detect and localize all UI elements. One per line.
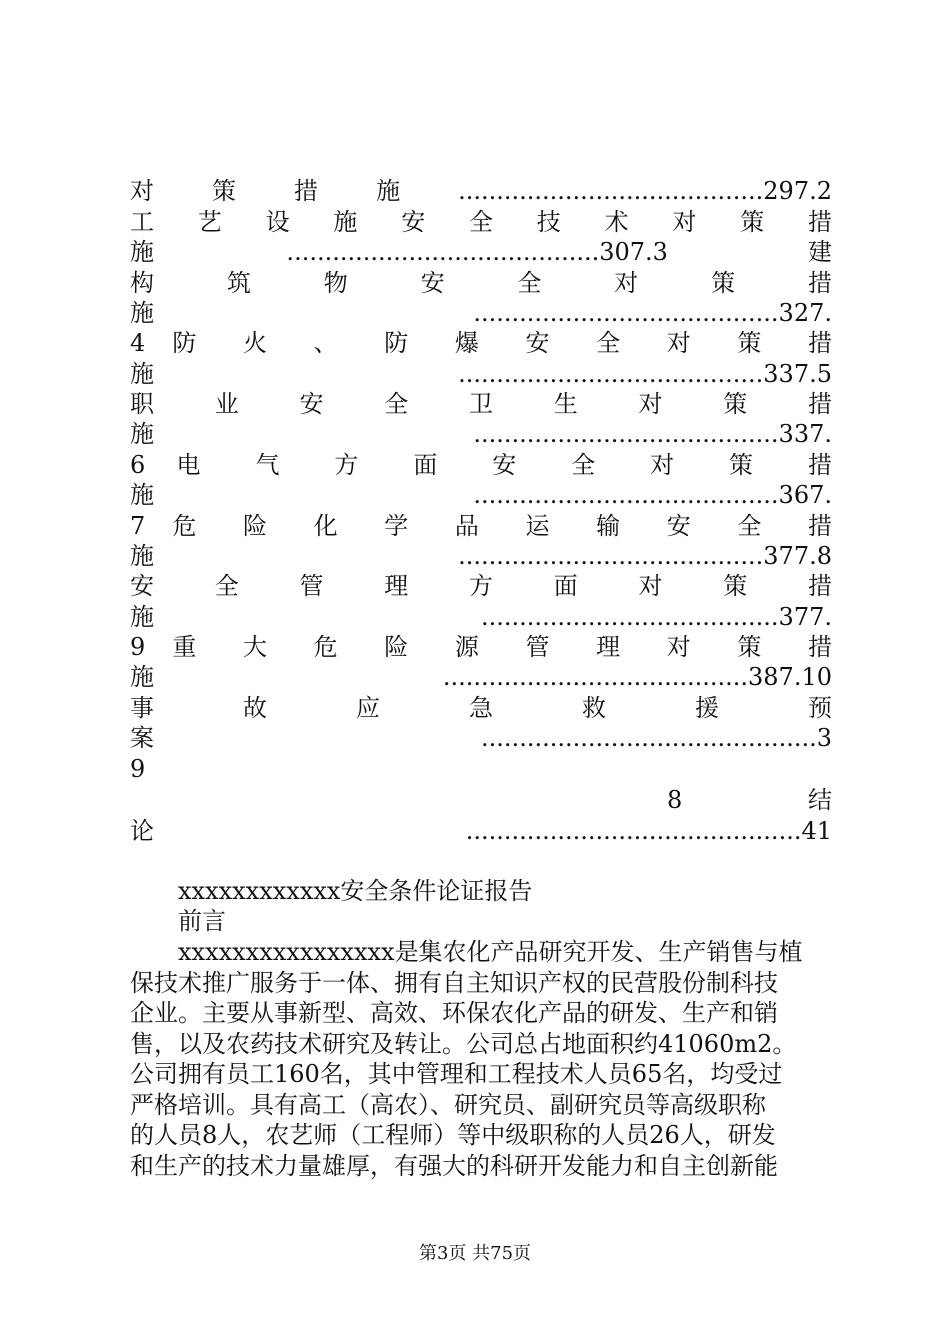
toc-line: 施........................................327.: [130, 299, 832, 327]
toc-line: 工 艺 设 施 安 全 技 术 对 策 措: [130, 208, 832, 236]
toc-line: 职 业 安 全 卫 生 对 策 措: [130, 390, 832, 418]
page-footer: 第3页 共75页: [418, 1243, 532, 1264]
toc-line: 8 结: [667, 786, 832, 814]
toc-line: 4 防 火 、 防 爆 安 全 对 策 措: [130, 329, 832, 357]
toc-line: 9: [130, 755, 146, 783]
toc-line: 施 .......................................377.: [130, 603, 832, 631]
paragraph-line: xxxxxxxxxxxxxxxx是集农化产品研究开发、生产销售与植: [178, 938, 803, 966]
section-heading: 前言: [178, 907, 226, 935]
toc-line: 构 筑 物 安 全 对 策 措: [130, 269, 832, 297]
toc-line: 施........................................367.: [130, 481, 832, 509]
paragraph-line: 保技术推广服务于一体、拥有自主知识产权的民营股份制科技: [130, 969, 778, 997]
toc-line: 施.........................................307.3 建: [130, 238, 832, 266]
paragraph-line: 公司拥有员工160名，其中管理和工程技术人员65名，均受过: [130, 1060, 783, 1088]
toc-line: 施........................................387.10: [130, 663, 832, 691]
paragraph-line: 企业。主要从事新型、高效、环保农化产品的研发、生产和销: [130, 999, 778, 1027]
report-title: xxxxxxxxxxxx安全条件论证报告: [178, 877, 533, 905]
paragraph-line: 严格培训。具有高工（高农）、研究员、副研究员等高级职称: [130, 1091, 766, 1119]
toc-line: 9 重 大 危 险 源 管 理 对 策 措: [130, 633, 832, 661]
paragraph-line: 和生产的技术力量雄厚，有强大的科研开发能力和自主创新能: [130, 1152, 778, 1180]
toc-line: 施 ........................................377.8: [130, 542, 832, 570]
paragraph-line: 售，以及农药技术研究及转让。公司总占地面积约41060m2。: [130, 1030, 797, 1058]
toc-line: 施........................................337.: [130, 420, 832, 448]
toc-line: 对策措施........................................297.2: [130, 177, 832, 205]
toc-line: 事 故 应 急 救 援 预: [130, 694, 832, 722]
toc-line: 6 电 气 方 面 安 全 对 策 措: [130, 451, 832, 479]
toc-line: 安 全 管 理 方 面 对 策 措: [130, 572, 832, 600]
toc-line: 论............................................41: [130, 817, 832, 845]
paragraph-line: 的人员8人，农艺师（工程师）等中级职称的人员26人，研发: [130, 1121, 776, 1149]
toc-line: 7 危 险 化 学 品 运 输 安 全 措: [130, 512, 832, 540]
toc-line: 案............................................3: [130, 724, 832, 752]
toc-line: 施 ........................................337.5: [130, 360, 832, 388]
